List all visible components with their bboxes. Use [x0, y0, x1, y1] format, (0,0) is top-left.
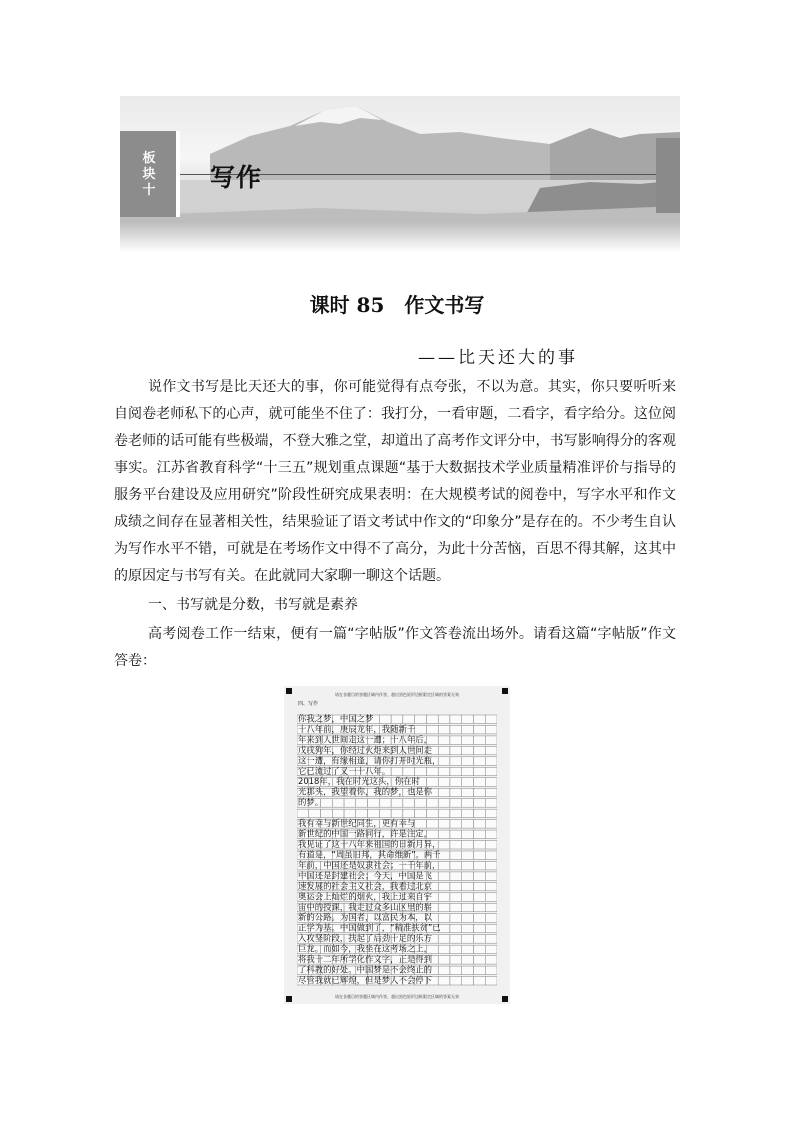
grid-cell — [438, 799, 450, 807]
grid-cell — [379, 809, 391, 817]
handwritten-line: 戊戌狗年，你经过火炬来到人世间走 — [298, 744, 432, 755]
grid-cell — [438, 893, 450, 901]
grid-cell — [462, 851, 474, 859]
grid-cell — [473, 945, 485, 953]
grid-cell — [462, 924, 474, 932]
grid-cell — [473, 799, 485, 807]
grid-cell — [473, 935, 485, 943]
handwritten-line: 我见证了这十八年来祖国的日新月异， — [298, 839, 441, 849]
handwritten-line: 入攻坚阶段，扶起了后劲十足的乐方 — [298, 933, 432, 944]
grid-cell — [450, 757, 462, 765]
grid-cell — [462, 841, 474, 849]
grid-cell — [450, 799, 462, 807]
grid-cell — [450, 820, 462, 828]
grid-cell — [462, 914, 474, 922]
grid-cell — [438, 903, 450, 911]
chapter-banner — [120, 96, 680, 252]
grid-cell — [473, 966, 485, 974]
grid-cell — [485, 851, 497, 859]
handwritten-line: 的梦。 — [298, 797, 324, 808]
grid-cell — [438, 746, 450, 754]
grid-cell — [462, 767, 474, 775]
grid-cell — [473, 820, 485, 828]
grid-cell — [462, 788, 474, 796]
grid-cell — [485, 841, 497, 849]
grid-cell — [426, 725, 438, 733]
grid-cell — [485, 977, 497, 985]
grid-cell — [450, 809, 462, 817]
grid-cell — [473, 851, 485, 859]
grid-cell — [391, 715, 403, 723]
grid-cell — [438, 736, 450, 744]
lesson-title: 课时 85 作文书写 — [309, 293, 485, 317]
composition-grid — [297, 714, 497, 986]
grid-cell — [485, 767, 497, 775]
handwritten-line: 尽管我就已辉煌，但是梦人不会停下 — [298, 975, 432, 985]
grid-cell — [450, 767, 462, 775]
grid-cell — [450, 966, 462, 974]
grid-cell — [473, 914, 485, 922]
grid-cell — [473, 882, 485, 890]
handwritten-line: 我有幸与新世纪同生，更有幸与 — [298, 818, 416, 829]
grid-cell — [415, 809, 427, 817]
grid-cell — [462, 830, 474, 838]
handwritten-line: 十八年前，庚辰龙年，我随新千 — [298, 723, 416, 734]
grid-cell — [438, 956, 450, 964]
grid-cell — [462, 977, 474, 985]
handwritten-line: 宙中的授课，我走过众多山区里的崭 — [298, 901, 432, 912]
grid-cell — [415, 799, 427, 807]
grid-cell — [473, 924, 485, 932]
grid-cell — [462, 757, 474, 765]
handwritten-line: 年来到人世间走这一遭；十八年后， — [298, 734, 432, 745]
grid-cell — [450, 977, 462, 985]
handwritten-line: 了科教的好处。中国梦是不会终止的 — [298, 964, 432, 975]
sheet-footer: 请在各题目的答题区域内作答，超出黑色矩形边框限定区域的答案无效 — [335, 994, 459, 999]
grid-cell — [438, 914, 450, 922]
handwritten-line: 它已流过了又一十八年。 — [298, 765, 391, 776]
sheet-header: 请在各题目的答题区域内作答，超出黑色矩形边框限定区域的答案无效 — [335, 692, 459, 697]
grid-cell — [438, 872, 450, 880]
grid-cell — [450, 746, 462, 754]
grid-cell — [450, 924, 462, 932]
grid-cell — [332, 799, 344, 807]
handwritten-line: 奥运会上灿烂的烟火，我上过来自宇 — [298, 891, 432, 902]
grid-cell — [379, 715, 391, 723]
answer-sheet-image — [284, 686, 510, 1004]
chapter-tag — [120, 131, 176, 217]
grid-cell — [426, 799, 438, 807]
grid-cell — [485, 914, 497, 922]
banner-fade — [120, 222, 680, 252]
grid-cell — [485, 893, 497, 901]
grid-cell — [485, 935, 497, 943]
grid-cell — [403, 799, 415, 807]
grid-cell — [485, 830, 497, 838]
grid-cell — [462, 861, 474, 869]
grid-cell — [438, 935, 450, 943]
grid-cell — [473, 830, 485, 838]
grid-cell — [462, 746, 474, 754]
handwritten-line: 光那头，我望着你，我的梦，也是你 — [298, 786, 432, 797]
grid-cell — [485, 903, 497, 911]
grid-cell — [438, 820, 450, 828]
grid-cell — [415, 715, 427, 723]
grid-cell — [415, 767, 427, 775]
grid-cell — [297, 809, 309, 817]
grid-cell — [485, 820, 497, 828]
grid-cell — [332, 809, 344, 817]
grid-cell — [462, 799, 474, 807]
grid-cell — [438, 725, 450, 733]
handwritten-line: 年前，中国还是奴隶社会；一千年前， — [298, 859, 441, 870]
handwritten-line: 这一遭，有缘相逢，请你打开时光瓶， — [298, 755, 441, 766]
grid-cell — [462, 715, 474, 723]
handwritten-line: 速发展的社会主义社会，我看过北京 — [298, 880, 432, 891]
grid-cell — [450, 715, 462, 723]
handwritten-line: 新的公路。为国者，以富民为本，以 — [298, 912, 432, 923]
handwritten-line: 有道是，“周虽旧邦，其命维新”。两千 — [298, 849, 441, 860]
grid-cell — [473, 725, 485, 733]
grid-cell — [368, 799, 380, 807]
grid-cell — [379, 799, 391, 807]
grid-cell — [462, 945, 474, 953]
grid-cell — [426, 715, 438, 723]
grid-cell — [344, 799, 356, 807]
grid-cell — [438, 966, 450, 974]
grid-cell — [462, 882, 474, 890]
grid-cell — [462, 725, 474, 733]
grid-cell — [485, 799, 497, 807]
grid-cell — [485, 746, 497, 754]
grid-cell — [391, 799, 403, 807]
handwritten-line: 巨龙。而如今，我坐在这考场之上， — [298, 943, 432, 954]
grid-cell — [450, 956, 462, 964]
grid-cell — [462, 893, 474, 901]
handwritten-line: 中国还是封建社会；今天，中国是飞 — [298, 870, 432, 881]
grid-cell — [473, 736, 485, 744]
grid-cell — [473, 767, 485, 775]
banner-right-tab — [656, 138, 680, 213]
lesson-subtitle: ——比天还大的事 — [418, 348, 578, 368]
grid-cell — [438, 945, 450, 953]
grid-cell — [473, 788, 485, 796]
grid-cell — [403, 809, 415, 817]
grid-cell — [438, 715, 450, 723]
grid-cell — [438, 882, 450, 890]
grid-cell — [438, 830, 450, 838]
grid-cell — [485, 736, 497, 744]
grid-cell — [450, 914, 462, 922]
grid-cell — [344, 809, 356, 817]
grid-cell — [415, 820, 427, 828]
grid-cell — [473, 861, 485, 869]
chapter-tag-label: 板块十 — [142, 151, 156, 198]
grid-cell — [391, 809, 403, 817]
intro-paragraph: 说作文书写是比天还大的事，你可能觉得有点夸张，不以为意。其实，你只要听听来自阅卷老师私下的心声，就可能坐不住了：我打分，一看审题，二看字，看字给分。这位阅卷老师的话可能有些极端，不登大雅之堂，却道出了高考作文评分中，书写影响得分的客观事实。江苏省教育科学“十三五”规划重点课题“基于大数据技术学业质量精准评价与指导的服务平台建设及应用研究”阶段性研究成果表明：在大规模考试的阅卷中，写字水平和作文成绩之间存在显著相关性，结果验证了语文考试中作文的“印象分”是存在的。不少考生自认为写作水平不错，可就是在考场作文中得不了高分，为此十分苦恼，百思不得其解，这其中的原因定与书写有关。在此就同大家聊一聊这个话题。 — [114, 379, 676, 584]
grid-cell — [473, 872, 485, 880]
grid-cell — [462, 809, 474, 817]
grid-cell — [450, 893, 462, 901]
grid-cell — [473, 757, 485, 765]
grid-cell — [450, 851, 462, 859]
sheet-question-label: 四、写作 — [298, 701, 319, 707]
grid-cell — [450, 788, 462, 796]
grid-cell — [426, 767, 438, 775]
grid-cell — [403, 767, 415, 775]
grid-cell — [473, 746, 485, 754]
grid-cell — [450, 861, 462, 869]
handwritten-line: 将我十二年所学化作文字，正是得到 — [298, 954, 432, 965]
grid-cell — [356, 809, 368, 817]
grid-cell — [321, 809, 333, 817]
grid-cell — [356, 799, 368, 807]
grid-cell — [450, 841, 462, 849]
sample-intro-paragraph: 高考阅卷工作一结束，便有一篇“字帖版”作文答卷流出场外。请看这篇“字帖版”作文答卷： — [114, 626, 676, 669]
grid-cell — [485, 872, 497, 880]
grid-cell — [485, 715, 497, 723]
grid-cell — [450, 725, 462, 733]
grid-cell — [426, 820, 438, 828]
grid-cell — [462, 966, 474, 974]
grid-cell — [473, 809, 485, 817]
section-heading: 一、书写就是分数，书写就是素养 — [148, 597, 358, 613]
grid-cell — [438, 778, 450, 786]
grid-cell — [485, 945, 497, 953]
grid-cell — [485, 809, 497, 817]
grid-cell — [485, 924, 497, 932]
grid-cell — [450, 935, 462, 943]
grid-cell — [473, 715, 485, 723]
grid-cell — [485, 861, 497, 869]
grid-cell — [485, 778, 497, 786]
grid-cell — [438, 767, 450, 775]
grid-cell — [473, 778, 485, 786]
grid-cell — [473, 893, 485, 901]
handwritten-line: 正学为基。中国做到了，“精准扶贫”已 — [298, 922, 441, 933]
grid-cell — [426, 778, 438, 786]
grid-cell — [391, 767, 403, 775]
grid-cell — [485, 788, 497, 796]
grid-cell — [438, 788, 450, 796]
grid-cell — [485, 757, 497, 765]
grid-cell — [473, 841, 485, 849]
grid-cell — [473, 903, 485, 911]
grid-cell — [309, 809, 321, 817]
handwritten-line: 新世纪的中国一路同行，许是注定， — [298, 828, 432, 839]
grid-cell — [438, 977, 450, 985]
grid-cell — [450, 903, 462, 911]
grid-cell — [450, 830, 462, 838]
grid-cell — [450, 872, 462, 880]
grid-cell — [426, 809, 438, 817]
grid-cell — [473, 977, 485, 985]
handwritten-line: 2018年，我在时光这头，你在时 — [298, 776, 420, 787]
grid-cell — [462, 903, 474, 911]
grid-cell — [450, 778, 462, 786]
grid-cell — [462, 778, 474, 786]
grid-cell — [368, 809, 380, 817]
grid-cell — [473, 956, 485, 964]
grid-cell — [485, 956, 497, 964]
grid-cell — [450, 882, 462, 890]
handwritten-line: 你我之梦，中国之梦 — [298, 714, 374, 724]
chapter-title: 写作 — [210, 163, 263, 192]
grid-cell — [485, 966, 497, 974]
grid-cell — [438, 809, 450, 817]
grid-cell — [450, 945, 462, 953]
grid-cell — [450, 736, 462, 744]
grid-cell — [462, 935, 474, 943]
grid-cell — [462, 956, 474, 964]
grid-cell — [485, 725, 497, 733]
grid-cell — [403, 715, 415, 723]
grid-cell — [462, 872, 474, 880]
grid-cell — [462, 820, 474, 828]
grid-cell — [485, 882, 497, 890]
grid-cell — [415, 725, 427, 733]
grid-cell — [462, 736, 474, 744]
